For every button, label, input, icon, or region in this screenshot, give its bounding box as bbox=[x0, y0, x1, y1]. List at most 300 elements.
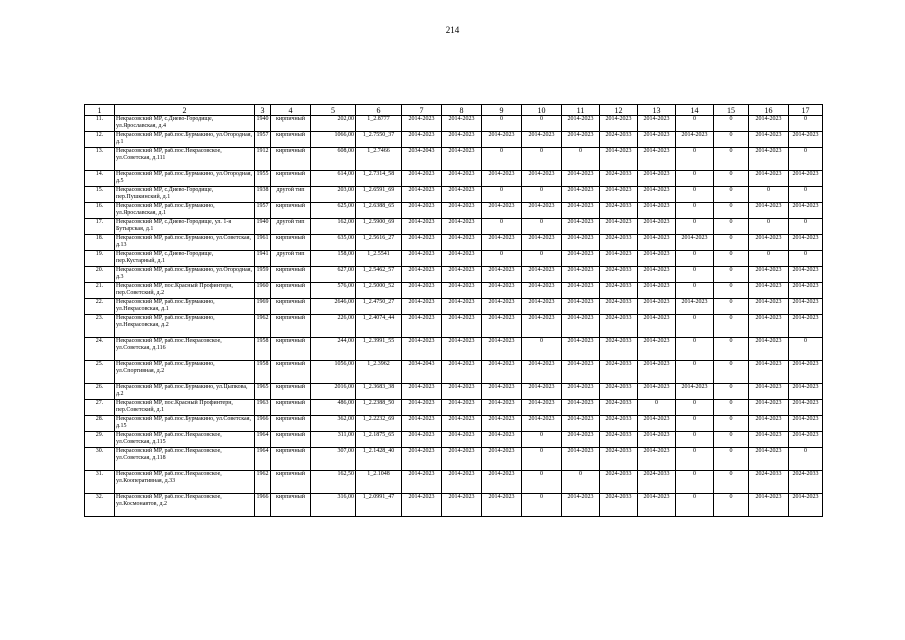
period-cell-8: 2014-2023 bbox=[442, 432, 482, 448]
material-cell: кирпичный bbox=[271, 283, 311, 299]
table-row bbox=[85, 171, 823, 187]
area-cell: 202,00 bbox=[311, 116, 356, 132]
period-cell-13: 2014-2023 bbox=[638, 283, 676, 299]
address-cell: Некрасовский МР, раб.пос.Некрасовское, ул.Советская, д.116 bbox=[115, 338, 255, 361]
period-cell-16: 2014-2023 bbox=[749, 400, 789, 416]
period-cell-10: 0 bbox=[522, 116, 562, 132]
period-cell-12: 2024-2033 bbox=[600, 338, 638, 361]
material-cell: кирпичный bbox=[271, 361, 311, 384]
period-cell-12: 2024-2033 bbox=[600, 171, 638, 187]
period-cell-8: 2014-2023 bbox=[442, 219, 482, 235]
period-cell-9: 0 bbox=[482, 148, 522, 171]
period-cell-10: 2014-2023 bbox=[522, 267, 562, 283]
period-cell-9: 2014-2023 bbox=[482, 203, 522, 219]
period-cell-7: 2014-2023 bbox=[402, 400, 442, 416]
period-cell-10: 2014-2023 bbox=[522, 203, 562, 219]
period-cell-15: 0 bbox=[714, 338, 749, 361]
period-cell-9: 2014-2023 bbox=[482, 384, 522, 400]
header-cell: 2 bbox=[115, 105, 255, 116]
period-cell-14: 0 bbox=[676, 338, 714, 361]
material-cell: кирпичный bbox=[271, 338, 311, 361]
period-cell-13: 2014-2023 bbox=[638, 299, 676, 315]
area-cell: 2646,00 bbox=[311, 299, 356, 315]
address-cell: Некрасовский МР, раб.пос.Некрасовское, ул.Советская, д.111 bbox=[115, 148, 255, 171]
material-cell: кирпичный bbox=[271, 384, 311, 400]
period-cell-12: 2024-2033 bbox=[600, 361, 638, 384]
area-cell: 1056,00 bbox=[311, 361, 356, 384]
header-cell: 5 bbox=[311, 105, 356, 116]
address-cell: Некрасовский МР, раб.пос.Бурмакино, ул.Огородная, д.1 bbox=[115, 132, 255, 148]
period-cell-12: 2014-2023 bbox=[600, 116, 638, 132]
period-cell-10: 0 bbox=[522, 148, 562, 171]
address-cell: Некрасовский МР, раб.пос.Некрасовское, ул.Космонавтов, д.2 bbox=[115, 494, 255, 517]
period-cell-9: 2014-2023 bbox=[482, 400, 522, 416]
period-cell-17: 2014-2023 bbox=[789, 299, 823, 315]
header-cell: 16 bbox=[749, 105, 789, 116]
table-row bbox=[85, 267, 823, 283]
period-cell-7: 2014-2023 bbox=[402, 448, 442, 471]
period-cell-12: 2024-2033 bbox=[600, 400, 638, 416]
code-cell: 1_2.6388_65 bbox=[356, 203, 402, 219]
row-number: 32. bbox=[85, 494, 115, 517]
area-cell: 162,00 bbox=[311, 219, 356, 235]
address-cell: Некрасовский МР, раб.пос.Некрасовское, ул.Советская, д.115 bbox=[115, 432, 255, 448]
period-cell-7: 2014-2023 bbox=[402, 171, 442, 187]
period-cell-12: 2014-2023 bbox=[600, 219, 638, 235]
period-cell-9: 2014-2023 bbox=[482, 416, 522, 432]
period-cell-8: 2014-2023 bbox=[442, 148, 482, 171]
period-cell-15: 0 bbox=[714, 203, 749, 219]
period-cell-9: 0 bbox=[482, 116, 522, 132]
period-cell-8: 2014-2023 bbox=[442, 400, 482, 416]
row-number: 20. bbox=[85, 267, 115, 283]
period-cell-17: 0 bbox=[789, 187, 823, 203]
period-cell-14: 0 bbox=[676, 251, 714, 267]
period-cell-11: 2014-2023 bbox=[562, 283, 600, 299]
period-cell-11: 2014-2023 bbox=[562, 171, 600, 187]
code-cell: 1_2.8777 bbox=[356, 116, 402, 132]
code-cell: 1_2.5462_57 bbox=[356, 267, 402, 283]
area-cell: 576,00 bbox=[311, 283, 356, 299]
period-cell-12: 2024-2033 bbox=[600, 283, 638, 299]
code-cell: 1_2.4750_27 bbox=[356, 299, 402, 315]
header-cell: 9 bbox=[482, 105, 522, 116]
material-cell: кирпичный bbox=[271, 315, 311, 338]
period-cell-14: 0 bbox=[676, 416, 714, 432]
period-cell-12: 2024-2033 bbox=[600, 203, 638, 219]
code-cell: 1_2.1875_65 bbox=[356, 432, 402, 448]
period-cell-7: 2014-2023 bbox=[402, 116, 442, 132]
code-cell: 1_2.7550_37 bbox=[356, 132, 402, 148]
period-cell-8: 2014-2023 bbox=[442, 299, 482, 315]
code-cell: 1_2.5900_69 bbox=[356, 219, 402, 235]
period-cell-16: 0 bbox=[749, 219, 789, 235]
period-cell-14: 0 bbox=[676, 219, 714, 235]
period-cell-15: 0 bbox=[714, 283, 749, 299]
period-cell-12: 2024-2033 bbox=[600, 132, 638, 148]
header-cell: 15 bbox=[714, 105, 749, 116]
row-number: 16. bbox=[85, 203, 115, 219]
period-cell-12: 2024-2033 bbox=[600, 471, 638, 494]
period-cell-16: 2014-2023 bbox=[749, 171, 789, 187]
code-cell: 1_2.4074_44 bbox=[356, 315, 402, 338]
address-cell: Некрасовский МР, с.Диево-Городище, ул.Ярославская, д.4 bbox=[115, 116, 255, 132]
period-cell-7: 2014-2023 bbox=[402, 203, 442, 219]
period-cell-16: 2014-2023 bbox=[749, 148, 789, 171]
period-cell-8: 2014-2023 bbox=[442, 171, 482, 187]
table-row bbox=[85, 283, 823, 299]
period-cell-9: 2014-2023 bbox=[482, 132, 522, 148]
period-cell-9: 2014-2023 bbox=[482, 448, 522, 471]
period-cell-13: 2014-2023 bbox=[638, 251, 676, 267]
period-cell-14: 0 bbox=[676, 361, 714, 384]
code-cell: 1_2.3991_55 bbox=[356, 338, 402, 361]
address-cell: Некрасовский МР, раб.пос.Некрасовское, ул.Советская, д.118 bbox=[115, 448, 255, 471]
period-cell-11: 2014-2023 bbox=[562, 203, 600, 219]
period-cell-7: 2014-2023 bbox=[402, 283, 442, 299]
period-cell-17: 2014-2023 bbox=[789, 235, 823, 251]
year-cell: 1941 bbox=[255, 251, 271, 267]
period-cell-16: 2014-2023 bbox=[749, 235, 789, 251]
period-cell-8: 2014-2023 bbox=[442, 315, 482, 338]
period-cell-8: 2014-2023 bbox=[442, 338, 482, 361]
period-cell-15: 0 bbox=[714, 235, 749, 251]
period-cell-13: 2014-2023 bbox=[638, 432, 676, 448]
area-cell: 316,00 bbox=[311, 494, 356, 517]
period-cell-7: 2014-2023 bbox=[402, 251, 442, 267]
period-cell-8: 2014-2023 bbox=[442, 251, 482, 267]
table-row bbox=[85, 219, 823, 235]
period-cell-7: 2014-2023 bbox=[402, 187, 442, 203]
area-cell: 226,00 bbox=[311, 315, 356, 338]
period-cell-17: 2014-2023 bbox=[789, 132, 823, 148]
table-row bbox=[85, 251, 823, 267]
year-cell: 1964 bbox=[255, 448, 271, 471]
period-cell-7: 2014-2023 bbox=[402, 315, 442, 338]
code-cell: 1_2.5541 bbox=[356, 251, 402, 267]
period-cell-13: 2014-2023 bbox=[638, 384, 676, 400]
address-cell: Некрасовский МР, раб.пос.Бурмакино, ул.Некрасовская, д.1 bbox=[115, 299, 255, 315]
row-number: 14. bbox=[85, 171, 115, 187]
period-cell-7: 2014-2023 bbox=[402, 338, 442, 361]
code-cell: 1_2.7314_58 bbox=[356, 171, 402, 187]
period-cell-14: 0 bbox=[676, 400, 714, 416]
period-cell-10: 0 bbox=[522, 471, 562, 494]
material-cell: кирпичный bbox=[271, 171, 311, 187]
period-cell-14: 2014-2023 bbox=[676, 299, 714, 315]
period-cell-8: 2014-2023 bbox=[442, 283, 482, 299]
period-cell-10: 2014-2023 bbox=[522, 299, 562, 315]
period-cell-16: 2014-2023 bbox=[749, 299, 789, 315]
row-number: 11. bbox=[85, 116, 115, 132]
table-row bbox=[85, 116, 823, 132]
period-cell-9: 2014-2023 bbox=[482, 338, 522, 361]
period-cell-7: 2034-2043 bbox=[402, 148, 442, 171]
period-cell-12: 2024-2033 bbox=[600, 299, 638, 315]
year-cell: 1964 bbox=[255, 432, 271, 448]
table-row bbox=[85, 187, 823, 203]
header-cell: 6 bbox=[356, 105, 402, 116]
table-row bbox=[85, 400, 823, 416]
period-cell-7: 2014-2023 bbox=[402, 471, 442, 494]
material-cell: кирпичный bbox=[271, 148, 311, 171]
table-row bbox=[85, 235, 823, 251]
row-number: 12. bbox=[85, 132, 115, 148]
period-cell-16: 2014-2023 bbox=[749, 494, 789, 517]
table-row bbox=[85, 338, 823, 361]
address-cell: Некрасовский МР, с.Диево-Городище, ул. 1-я Бутырская, д.1 bbox=[115, 219, 255, 235]
year-cell: 1912 bbox=[255, 148, 271, 171]
period-cell-8: 2014-2023 bbox=[442, 471, 482, 494]
material-cell: кирпичный bbox=[271, 132, 311, 148]
period-cell-12: 2024-2033 bbox=[600, 235, 638, 251]
code-cell: 1_2.6591_69 bbox=[356, 187, 402, 203]
header-cell: 14 bbox=[676, 105, 714, 116]
period-cell-14: 2014-2023 bbox=[676, 132, 714, 148]
period-cell-12: 2024-2033 bbox=[600, 494, 638, 517]
year-cell: 1957 bbox=[255, 203, 271, 219]
period-cell-8: 2014-2023 bbox=[442, 448, 482, 471]
code-cell: 1_2.3962 bbox=[356, 361, 402, 384]
table-row bbox=[85, 494, 823, 517]
row-number: 24. bbox=[85, 338, 115, 361]
table-row bbox=[85, 384, 823, 400]
period-cell-7: 2034-2043 bbox=[402, 361, 442, 384]
material-cell: кирпичный bbox=[271, 235, 311, 251]
period-cell-12: 2024-2033 bbox=[600, 267, 638, 283]
page-number: 214 bbox=[445, 25, 460, 35]
period-cell-15: 0 bbox=[714, 384, 749, 400]
code-cell: 1_2.2232_69 bbox=[356, 416, 402, 432]
header-cell: 13 bbox=[638, 105, 676, 116]
period-cell-15: 0 bbox=[714, 116, 749, 132]
table-row bbox=[85, 361, 823, 384]
period-cell-16: 2014-2023 bbox=[749, 384, 789, 400]
period-cell-14: 0 bbox=[676, 148, 714, 171]
row-number: 27. bbox=[85, 400, 115, 416]
period-cell-17: 2014-2023 bbox=[789, 432, 823, 448]
code-cell: 1_2.5616_27 bbox=[356, 235, 402, 251]
address-cell: Некрасовский МР, пос.Красный Профинтерн, пер.Советский, д.2 bbox=[115, 283, 255, 299]
period-cell-9: 2014-2023 bbox=[482, 432, 522, 448]
period-cell-14: 0 bbox=[676, 187, 714, 203]
period-cell-13: 2014-2023 bbox=[638, 171, 676, 187]
period-cell-11: 2014-2023 bbox=[562, 416, 600, 432]
period-cell-15: 0 bbox=[714, 148, 749, 171]
period-cell-13: 0 bbox=[638, 400, 676, 416]
period-cell-15: 0 bbox=[714, 267, 749, 283]
period-cell-10: 0 bbox=[522, 338, 562, 361]
period-cell-11: 2014-2023 bbox=[562, 315, 600, 338]
header-cell: 4 bbox=[271, 105, 311, 116]
table-row bbox=[85, 299, 823, 315]
period-cell-11: 2014-2023 bbox=[562, 384, 600, 400]
year-cell: 1961 bbox=[255, 235, 271, 251]
year-cell: 1965 bbox=[255, 384, 271, 400]
period-cell-9: 0 bbox=[482, 187, 522, 203]
year-cell: 1969 bbox=[255, 299, 271, 315]
period-cell-11: 2014-2023 bbox=[562, 267, 600, 283]
period-cell-16: 2014-2023 bbox=[749, 283, 789, 299]
material-cell: кирпичный bbox=[271, 116, 311, 132]
period-cell-12: 2014-2023 bbox=[600, 148, 638, 171]
code-cell: 1_2.0991_47 bbox=[356, 494, 402, 517]
period-cell-10: 2014-2023 bbox=[522, 315, 562, 338]
period-cell-15: 0 bbox=[714, 494, 749, 517]
period-cell-10: 2014-2023 bbox=[522, 235, 562, 251]
table-row bbox=[85, 432, 823, 448]
material-cell: кирпичный bbox=[271, 432, 311, 448]
period-cell-13: 2014-2023 bbox=[638, 187, 676, 203]
header-cell: 8 bbox=[442, 105, 482, 116]
period-cell-16: 2014-2023 bbox=[749, 361, 789, 384]
period-cell-14: 0 bbox=[676, 203, 714, 219]
period-cell-7: 2014-2023 bbox=[402, 416, 442, 432]
row-number: 26. bbox=[85, 384, 115, 400]
period-cell-9: 2014-2023 bbox=[482, 315, 522, 338]
period-cell-14: 0 bbox=[676, 471, 714, 494]
material-cell: другой тип bbox=[271, 187, 311, 203]
year-cell: 1958 bbox=[255, 361, 271, 384]
year-cell: 1940 bbox=[255, 219, 271, 235]
period-cell-16: 2024-2033 bbox=[749, 471, 789, 494]
material-cell: кирпичный bbox=[271, 416, 311, 432]
period-cell-13: 2014-2023 bbox=[638, 132, 676, 148]
period-cell-11: 2014-2023 bbox=[562, 494, 600, 517]
period-cell-17: 2014-2023 bbox=[789, 361, 823, 384]
period-cell-17: 0 bbox=[789, 251, 823, 267]
period-cell-9: 2014-2023 bbox=[482, 235, 522, 251]
period-cell-17: 2014-2023 bbox=[789, 203, 823, 219]
row-number: 23. bbox=[85, 315, 115, 338]
address-cell: Некрасовский МР, раб.пос.Некрасовское, ул.Кооперативная, д.33 bbox=[115, 471, 255, 494]
period-cell-15: 0 bbox=[714, 400, 749, 416]
period-cell-11: 0 bbox=[562, 148, 600, 171]
period-cell-7: 2014-2023 bbox=[402, 494, 442, 517]
area-cell: 1066,00 bbox=[311, 132, 356, 148]
code-cell: 1_2.2388_50 bbox=[356, 400, 402, 416]
year-cell: 1959 bbox=[255, 267, 271, 283]
code-cell: 1_2.1048 bbox=[356, 471, 402, 494]
area-cell: 625,00 bbox=[311, 203, 356, 219]
year-cell: 1938 bbox=[255, 187, 271, 203]
period-cell-8: 2014-2023 bbox=[442, 267, 482, 283]
period-cell-16: 0 bbox=[749, 251, 789, 267]
period-cell-14: 0 bbox=[676, 267, 714, 283]
period-cell-14: 0 bbox=[676, 283, 714, 299]
period-cell-13: 2014-2023 bbox=[638, 219, 676, 235]
period-cell-9: 2014-2023 bbox=[482, 283, 522, 299]
period-cell-8: 2014-2023 bbox=[442, 116, 482, 132]
period-cell-9: 0 bbox=[482, 251, 522, 267]
period-cell-13: 2014-2023 bbox=[638, 267, 676, 283]
period-cell-17: 0 bbox=[789, 116, 823, 132]
header-cell: 1 bbox=[85, 105, 115, 116]
period-cell-11: 2014-2023 bbox=[562, 251, 600, 267]
address-cell: Некрасовский МР, раб.пос.Бурмакино, ул.Советская, д.13 bbox=[115, 235, 255, 251]
area-cell: 627,00 bbox=[311, 267, 356, 283]
period-cell-16: 2014-2023 bbox=[749, 267, 789, 283]
period-cell-17: 2014-2023 bbox=[789, 384, 823, 400]
period-cell-13: 2014-2023 bbox=[638, 361, 676, 384]
period-cell-13: 2014-2023 bbox=[638, 148, 676, 171]
period-cell-9: 2014-2023 bbox=[482, 299, 522, 315]
period-cell-14: 0 bbox=[676, 448, 714, 471]
period-cell-11: 2014-2023 bbox=[562, 116, 600, 132]
material-cell: кирпичный bbox=[271, 400, 311, 416]
row-number: 21. bbox=[85, 283, 115, 299]
area-cell: 635,00 bbox=[311, 235, 356, 251]
period-cell-14: 0 bbox=[676, 432, 714, 448]
period-cell-8: 2014-2023 bbox=[442, 235, 482, 251]
period-cell-12: 2024-2033 bbox=[600, 448, 638, 471]
period-cell-9: 0 bbox=[482, 219, 522, 235]
header-cell: 12 bbox=[600, 105, 638, 116]
period-cell-8: 2014-2023 bbox=[442, 361, 482, 384]
period-cell-16: 2014-2023 bbox=[749, 203, 789, 219]
area-cell: 486,00 bbox=[311, 400, 356, 416]
code-cell: 1_2.3683_38 bbox=[356, 384, 402, 400]
row-number: 18. bbox=[85, 235, 115, 251]
period-cell-15: 0 bbox=[714, 416, 749, 432]
header-cell: 10 bbox=[522, 105, 562, 116]
period-cell-14: 0 bbox=[676, 494, 714, 517]
period-cell-17: 0 bbox=[789, 338, 823, 361]
period-cell-10: 2014-2023 bbox=[522, 132, 562, 148]
period-cell-17: 2014-2023 bbox=[789, 315, 823, 338]
period-cell-13: 2014-2023 bbox=[638, 448, 676, 471]
period-cell-16: 2014-2023 bbox=[749, 132, 789, 148]
area-cell: 162,50 bbox=[311, 471, 356, 494]
period-cell-11: 2014-2023 bbox=[562, 400, 600, 416]
header-cell: 3 bbox=[255, 105, 271, 116]
period-cell-15: 0 bbox=[714, 132, 749, 148]
period-cell-11: 2014-2023 bbox=[562, 219, 600, 235]
address-cell: Некрасовский МР, раб.пос.Бурмакино, ул.Огородная, д.5 bbox=[115, 171, 255, 187]
period-cell-7: 2014-2023 bbox=[402, 219, 442, 235]
period-cell-17: 2014-2023 bbox=[789, 416, 823, 432]
year-cell: 1960 bbox=[255, 283, 271, 299]
period-cell-17: 0 bbox=[789, 148, 823, 171]
area-cell: 158,00 bbox=[311, 251, 356, 267]
period-cell-17: 0 bbox=[789, 219, 823, 235]
period-cell-14: 2014-2023 bbox=[676, 235, 714, 251]
table-row bbox=[85, 148, 823, 171]
period-cell-8: 2014-2023 bbox=[442, 416, 482, 432]
header-cell: 11 bbox=[562, 105, 600, 116]
period-cell-9: 2014-2023 bbox=[482, 361, 522, 384]
year-cell: 1940 bbox=[255, 116, 271, 132]
period-cell-12: 2024-2033 bbox=[600, 315, 638, 338]
address-cell: Некрасовский МР, раб.пос.Бурмакино, ул.Спортивная, д.2 bbox=[115, 361, 255, 384]
area-cell: 608,00 bbox=[311, 148, 356, 171]
period-cell-17: 2024-2033 bbox=[789, 471, 823, 494]
period-cell-10: 2014-2023 bbox=[522, 384, 562, 400]
period-cell-11: 2014-2023 bbox=[562, 235, 600, 251]
period-cell-7: 2014-2023 bbox=[402, 299, 442, 315]
period-cell-12: 2024-2033 bbox=[600, 432, 638, 448]
period-cell-16: 2014-2023 bbox=[749, 432, 789, 448]
table-row bbox=[85, 132, 823, 148]
material-cell: кирпичный bbox=[271, 494, 311, 517]
area-cell: 614,00 bbox=[311, 171, 356, 187]
period-cell-10: 0 bbox=[522, 448, 562, 471]
year-cell: 1963 bbox=[255, 400, 271, 416]
period-cell-17: 0 bbox=[789, 448, 823, 471]
row-number: 17. bbox=[85, 219, 115, 235]
table-row bbox=[85, 203, 823, 219]
period-cell-11: 0 bbox=[562, 471, 600, 494]
